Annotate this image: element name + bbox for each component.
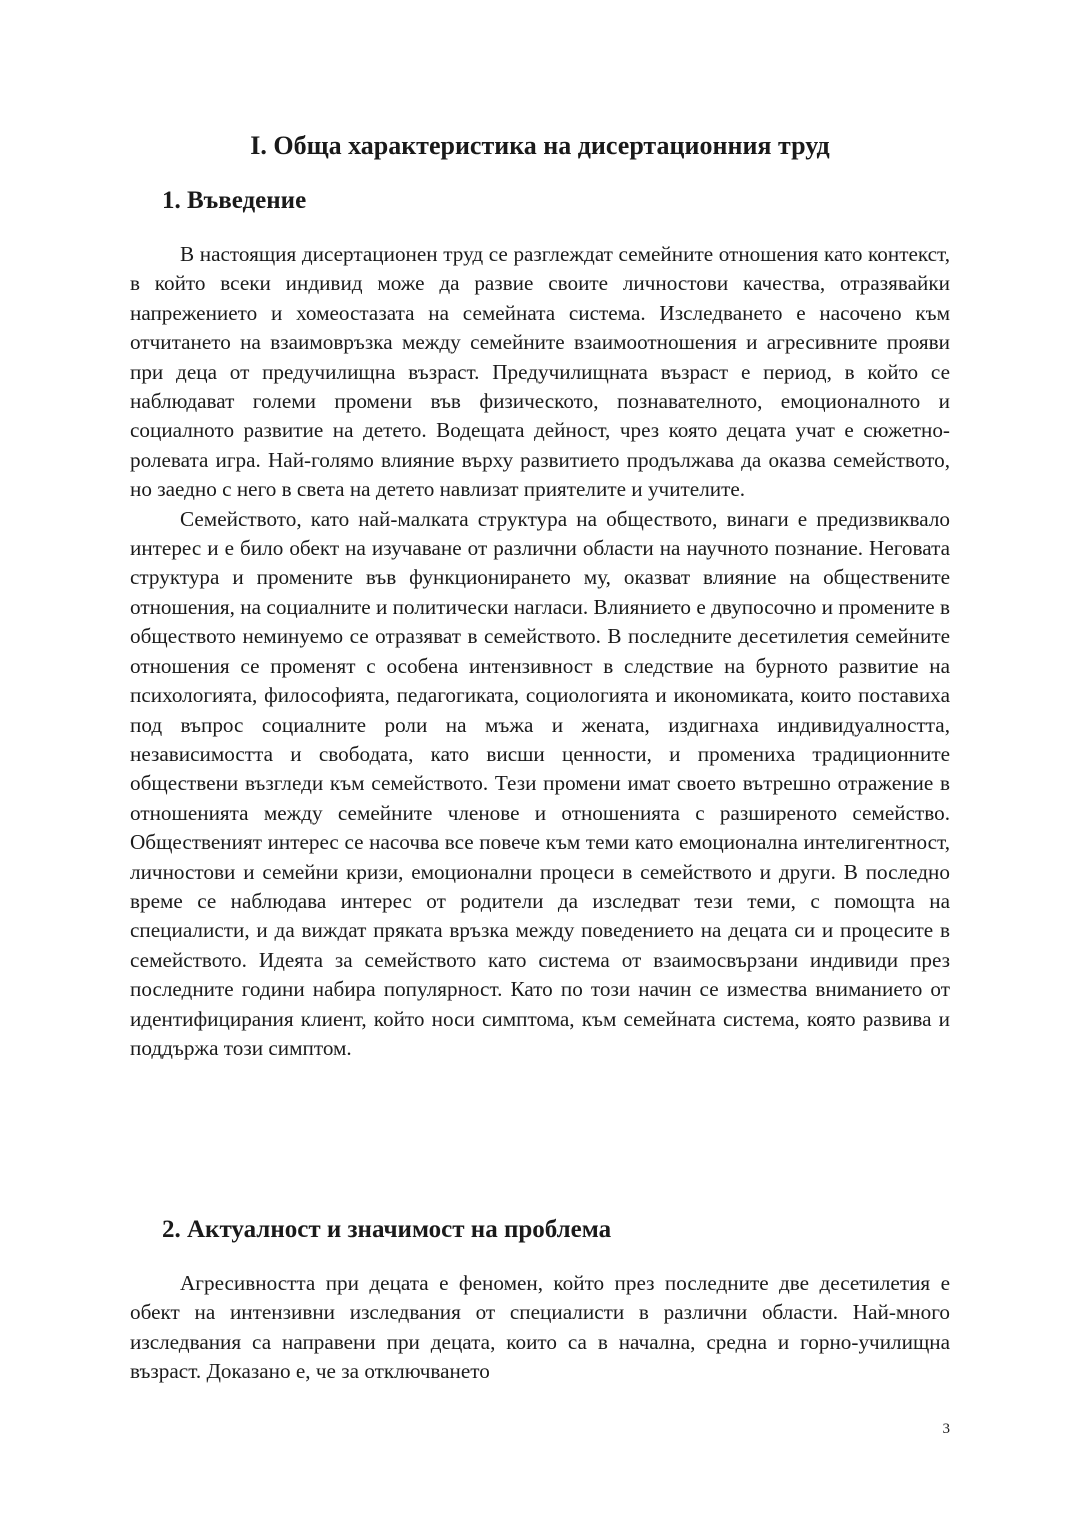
section-body-relevance — [130, 1269, 950, 1387]
section-body-introduction — [130, 240, 950, 1063]
page-number: 3 — [942, 1421, 950, 1437]
paragraph: В настоящия дисертационен труд се разглеждат семейните отношения като контекст, в който всеки индивид може да развие своите личностови качества, отразявайки напрежението и хомеостазата на семейната система. Изследването е насочено към отчитането на взаимовръзка между семейните взаимоотношения и агресивните прояви при деца от предучилищна възраст. Предучилищната възраст е период, в който се наблюдават големи промени във физическото, познавателното, емоционалното и социалното развитие на детето. Водещата дейност, чрез която децата учат е сюжетно-ролевата игра. Най-голямо влияние върху развитието продължава да оказва семейството, но заедно с него в света на детето навлизат приятелите и учителите. — [130, 242, 950, 502]
paragraph: Семейството, като най-малката структура на обществото, винаги е предизвиквало интерес и е било обект на изучаване от различни области на научното познание. Неговата структура и промените във функционирането му, оказват влияние на обществените отношения, на социалните и политически нагласи. Влиянието е двупосочно и промените в обществото неминуемо се отразяват в семейството. В последните десетилетия семейните отношения се променят с особена интензивност в следствие на бурното развитие на психологията, философията, педагогиката, социологията и икономиката, които поставиха под въпрос социалните роли на мъжа и жената, издигнаха индивидуалността, независимостта и свободата, като висши ценности, и промениха традиционните обществени възгледи към семейството. Тези промени имат своето вътрешно отражение в отношенията между семейните членове и отношенията с разширеното семейство. Общественият интерес се насочва все повече към теми като емоционална интелигентност, личностови и семейни кризи, емоционални процеси в семейството и други. В последно време се наблюдава интерес от родители да изследват тези теми, с помощта на специалисти, и да виждат пряката връзка между поведението на децата си и процесите в семейството. Идеята за семейството като система от взаимосвързани индивиди през последните години набира популярност. Като по този начин се измества вниманието от идентифицирания клиент, който носи симптома, към семейната система, която развива и поддържа този симптом. — [130, 506, 950, 1060]
chapter-title: I. Обща характеристика на дисертационния труд — [250, 131, 830, 160]
section-heading-relevance: 2. Актуалност и значимост на проблема — [162, 1216, 612, 1243]
section-heading-introduction: 1. Въведение — [162, 187, 307, 214]
paragraph: Агресивността при децата е феномен, който през последните две десетилетия е обект на интензивни изследвания от специалисти в различни области. Най-много изследвания са направени при децата, които са в начална, средна и горно-училищна възраст. Доказано е, че за отключването — [130, 1271, 950, 1384]
